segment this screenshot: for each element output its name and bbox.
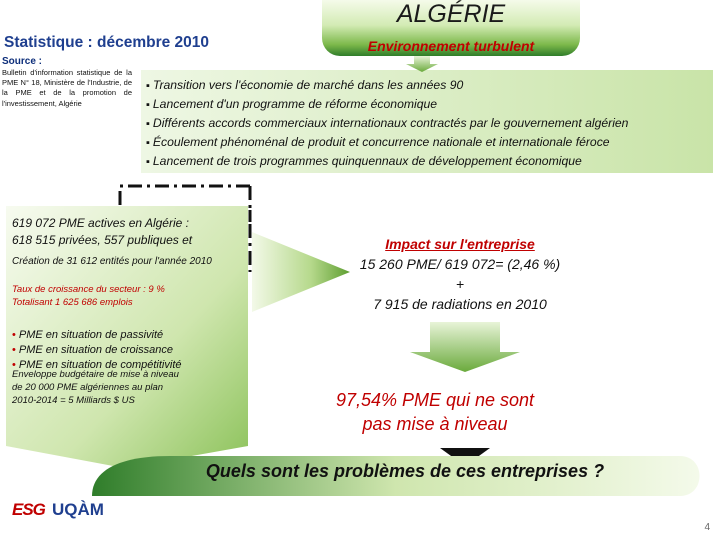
- impact-heading: Impact sur l'entreprise: [385, 236, 535, 252]
- bullet-icon: •: [12, 329, 16, 341]
- mise-niveau-line2: pas mise à niveau: [362, 414, 508, 434]
- context-bullet: ▪ Lancement de trois programmes quinquennaux de développement économique: [146, 154, 582, 168]
- algerie-subtitle: Environnement turbulent: [367, 38, 535, 54]
- situation-item: • PME en situation de compétitivité: [12, 359, 182, 371]
- croissance-line1: Taux de croissance du secteur : 9 %: [12, 284, 165, 295]
- enveloppe-line1: Enveloppe budgétaire de mise à niveau: [12, 369, 179, 380]
- croissance-text: [12, 283, 165, 309]
- context-bullet: ▪ Différents accords commerciaux internationaux contractés par le gouvernement algérien: [146, 116, 629, 130]
- impact-block: [330, 234, 590, 314]
- bullet-icon: ▪: [146, 137, 150, 149]
- source-text: Bulletin d'information statistique de la PME N° 18, Ministère de l'Industrie, de la PME et de la promotion de l'investissement, Algérie: [2, 68, 132, 108]
- situation-item: • PME en situation de passivité: [12, 329, 164, 341]
- question-banner-text: Quels sont les problèmes de ces entreprises ?: [205, 461, 605, 481]
- bullet-icon: •: [12, 359, 16, 371]
- enveloppe-text: [12, 368, 179, 407]
- pme-line1: 619 072 PME actives en Algérie :: [12, 216, 189, 230]
- bullet-icon: •: [12, 344, 16, 356]
- statistique-label: Statistique :: [4, 34, 93, 51]
- pme-actives: [12, 215, 192, 249]
- arrow-down-impact: [410, 322, 520, 372]
- situations-list: [12, 328, 182, 373]
- impact-line1: 15 260 PME/ 619 072= (2,46 %): [359, 256, 561, 272]
- bullet-icon: ▪: [146, 80, 150, 92]
- page-number: 4: [704, 522, 710, 533]
- uqam-logo: UQÀM: [52, 500, 104, 519]
- context-bullet: ▪ Écoulement phénoménal de produit et concurrence nationale et internationale féroce: [146, 135, 610, 149]
- context-bullet: ▪ Lancement d'un programme de réforme économique: [146, 97, 438, 111]
- creation-text: Création de 31 612 entités pour l'année 2010: [12, 256, 212, 267]
- statistique-date: décembre 2010: [97, 34, 210, 51]
- source-label: Source :: [2, 56, 43, 67]
- enveloppe-line2: de 20 000 PME algériennes au plan: [12, 382, 164, 393]
- bullet-icon: ▪: [146, 156, 150, 168]
- algerie-title: ALGÉRIE: [396, 0, 506, 28]
- arrow-down-algerie: [406, 56, 438, 72]
- mise-niveau-block: [290, 388, 580, 436]
- bullet-icon: ▪: [146, 99, 150, 111]
- dash-connector-left: [120, 186, 250, 206]
- croissance-line2: Totalisant 1 625 686 emplois: [12, 297, 133, 308]
- context-bullet: ▪ Transition vers l'économie de marché dans les années 90: [146, 78, 464, 92]
- impact-line2: 7 915 de radiations en 2010: [373, 296, 547, 312]
- bullet-icon: ▪: [146, 118, 150, 130]
- esg-logo: ESG: [12, 500, 45, 519]
- situation-item: • PME en situation de croissance: [12, 344, 173, 356]
- mise-niveau-line1: 97,54% PME qui ne sont: [335, 390, 535, 410]
- impact-plus: +: [455, 276, 465, 292]
- pme-line2: 618 515 privées, 557 publiques et: [12, 233, 193, 247]
- enveloppe-line3: 2010-2014 = 5 Milliards $ US: [12, 395, 135, 406]
